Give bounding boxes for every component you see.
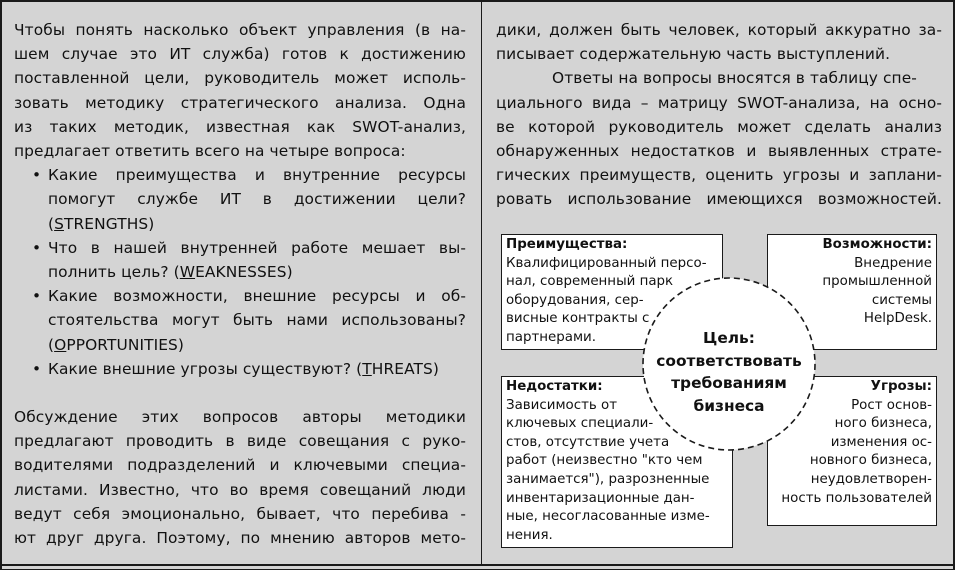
text-line: изменения ос- xyxy=(830,434,932,450)
text-line: системы xyxy=(871,292,932,308)
text-line: дики, должен быть человек, который аккуратно за- xyxy=(496,21,942,39)
text-line: бизнеса xyxy=(693,396,765,415)
text-line: ного бизнеса, xyxy=(834,416,932,432)
text-line: Рост основ- xyxy=(851,397,932,413)
text-line: из таких методик, известная как SWOT-анализ, xyxy=(14,117,466,136)
text-line: неудовлетворен- xyxy=(810,471,932,487)
right-column xyxy=(496,18,942,212)
text-line: предлагает ответить всего на четыре вопроса: xyxy=(14,142,406,161)
text-line: нения. xyxy=(506,527,553,543)
acronym-letter: S xyxy=(54,214,64,233)
text-line: Цель: xyxy=(703,329,755,347)
text-line: Чтобы понять насколько объект управления (в на- xyxy=(14,21,466,39)
text-line: ные, несогласованные изме- xyxy=(506,509,710,525)
text-line: HelpDesk. xyxy=(863,311,932,327)
quadrant-title: Возможности: xyxy=(822,237,932,252)
text-line: стов, отсутствие учета xyxy=(506,434,670,450)
text-line: Какие внешние угрозы существуют? (THREATS) xyxy=(48,359,439,378)
text-line: Какие преимущества и внутренние ресурсы xyxy=(48,166,466,185)
acronym-letter: W xyxy=(179,263,196,282)
text-line: полнить цель? (WEAKNESSES) xyxy=(48,263,293,282)
text-line: висные контракты с xyxy=(506,311,650,327)
text-line: поставленной цели, руководитель может исполь- xyxy=(14,69,466,88)
text-line: стоятельства могут быть нами использованы? xyxy=(48,311,466,330)
list-item-opportunities xyxy=(34,284,466,357)
continuation-paragraph xyxy=(496,18,942,66)
text-line: новного бизнеса, xyxy=(809,453,932,469)
text-line: Ответы на вопросы вносятся в таблицу спе- xyxy=(552,69,917,88)
bullet-icon: • xyxy=(32,287,42,306)
discussion-paragraph xyxy=(14,405,466,550)
text-line: ность пользователей xyxy=(781,490,932,506)
text-line: ровать использование имеющихся возможностей. xyxy=(496,190,942,209)
text-line: помогут службе ИТ в достижении цели? xyxy=(48,190,466,209)
quadrant-title: Угрозы: xyxy=(870,379,932,394)
text-line: обнаруженных недостатков и выявленных страте- xyxy=(496,142,942,161)
swot-questions-list xyxy=(34,163,466,381)
acronym-letter: O xyxy=(54,335,67,354)
left-column xyxy=(14,18,466,550)
text-line: (OPPORTUNITIES) xyxy=(48,335,185,354)
list-item-threats xyxy=(34,357,466,381)
text-line: шем случае это ИТ служба) готов к достижению xyxy=(14,45,466,64)
bullet-icon: • xyxy=(32,238,42,257)
text-line: Какие возможности, внешние ресурсы и об- xyxy=(48,287,466,306)
text-line: циального вида – матрицу SWOT-анализа, на осно- xyxy=(496,93,942,112)
text-line: инвентаризационные дан- xyxy=(506,490,695,506)
matrix-paragraph xyxy=(496,66,942,211)
text-line: занимается"), разрозненные xyxy=(506,471,710,487)
text-line: писывает содержательную часть выступлений. xyxy=(496,45,891,64)
text-line: соответствовать xyxy=(656,351,802,370)
bullet-icon: • xyxy=(32,166,42,185)
intro-paragraph xyxy=(14,18,466,163)
text-line: ключевых специали- xyxy=(506,416,654,432)
text-line: предлагают проводить в виде совещания с руко- xyxy=(14,432,466,451)
text-line: нал, современный парк xyxy=(506,274,674,290)
text-line: гических преимуществ, оценить угрозы и заплани- xyxy=(496,166,942,185)
text-line: работ (неизвестно "кто чем xyxy=(506,453,703,469)
text-line: партнерами. xyxy=(506,329,597,345)
quadrant-title: Недостатки: xyxy=(506,379,603,394)
text-line: листами. Известно, что во время совещаний люди xyxy=(14,480,466,499)
text-line: Обсуждение этих вопросов авторы методики xyxy=(14,408,466,427)
text-line: Внедрение xyxy=(854,255,932,271)
text-line: зовать методику стратегического анализа. Одна xyxy=(14,93,466,112)
bullet-icon: • xyxy=(32,359,42,378)
text-line: водителями подразделений и ключевыми специа- xyxy=(14,456,466,475)
text-line: требованиям xyxy=(671,374,787,392)
quadrant-title: Преимущества: xyxy=(506,237,628,252)
goal-label xyxy=(649,327,809,417)
text-line: промышленной xyxy=(822,274,932,290)
text-line: ве которой руководитель может сделать анализ xyxy=(496,117,942,136)
text-line: (STRENGTHS) xyxy=(48,214,155,233)
text-line: Что в нашей внутренней работе мешает вы- xyxy=(48,238,466,257)
text-line: Зависимость от xyxy=(506,397,618,413)
swot-matrix xyxy=(501,234,937,548)
text-line: ведут себя эмоционально, бывает, что перебива - xyxy=(14,504,466,523)
list-item-weaknesses xyxy=(34,236,466,284)
list-item-strengths xyxy=(34,163,466,236)
acronym-letter: T xyxy=(362,359,372,378)
text-line: ют друг друга. Поэтому, по мнению авторов мето- xyxy=(14,529,466,548)
column-divider xyxy=(481,2,482,564)
bottom-rule xyxy=(2,564,953,566)
text-line: Квалифицированный персо- xyxy=(506,255,707,271)
text-line: оборудования, сер- xyxy=(506,292,644,308)
